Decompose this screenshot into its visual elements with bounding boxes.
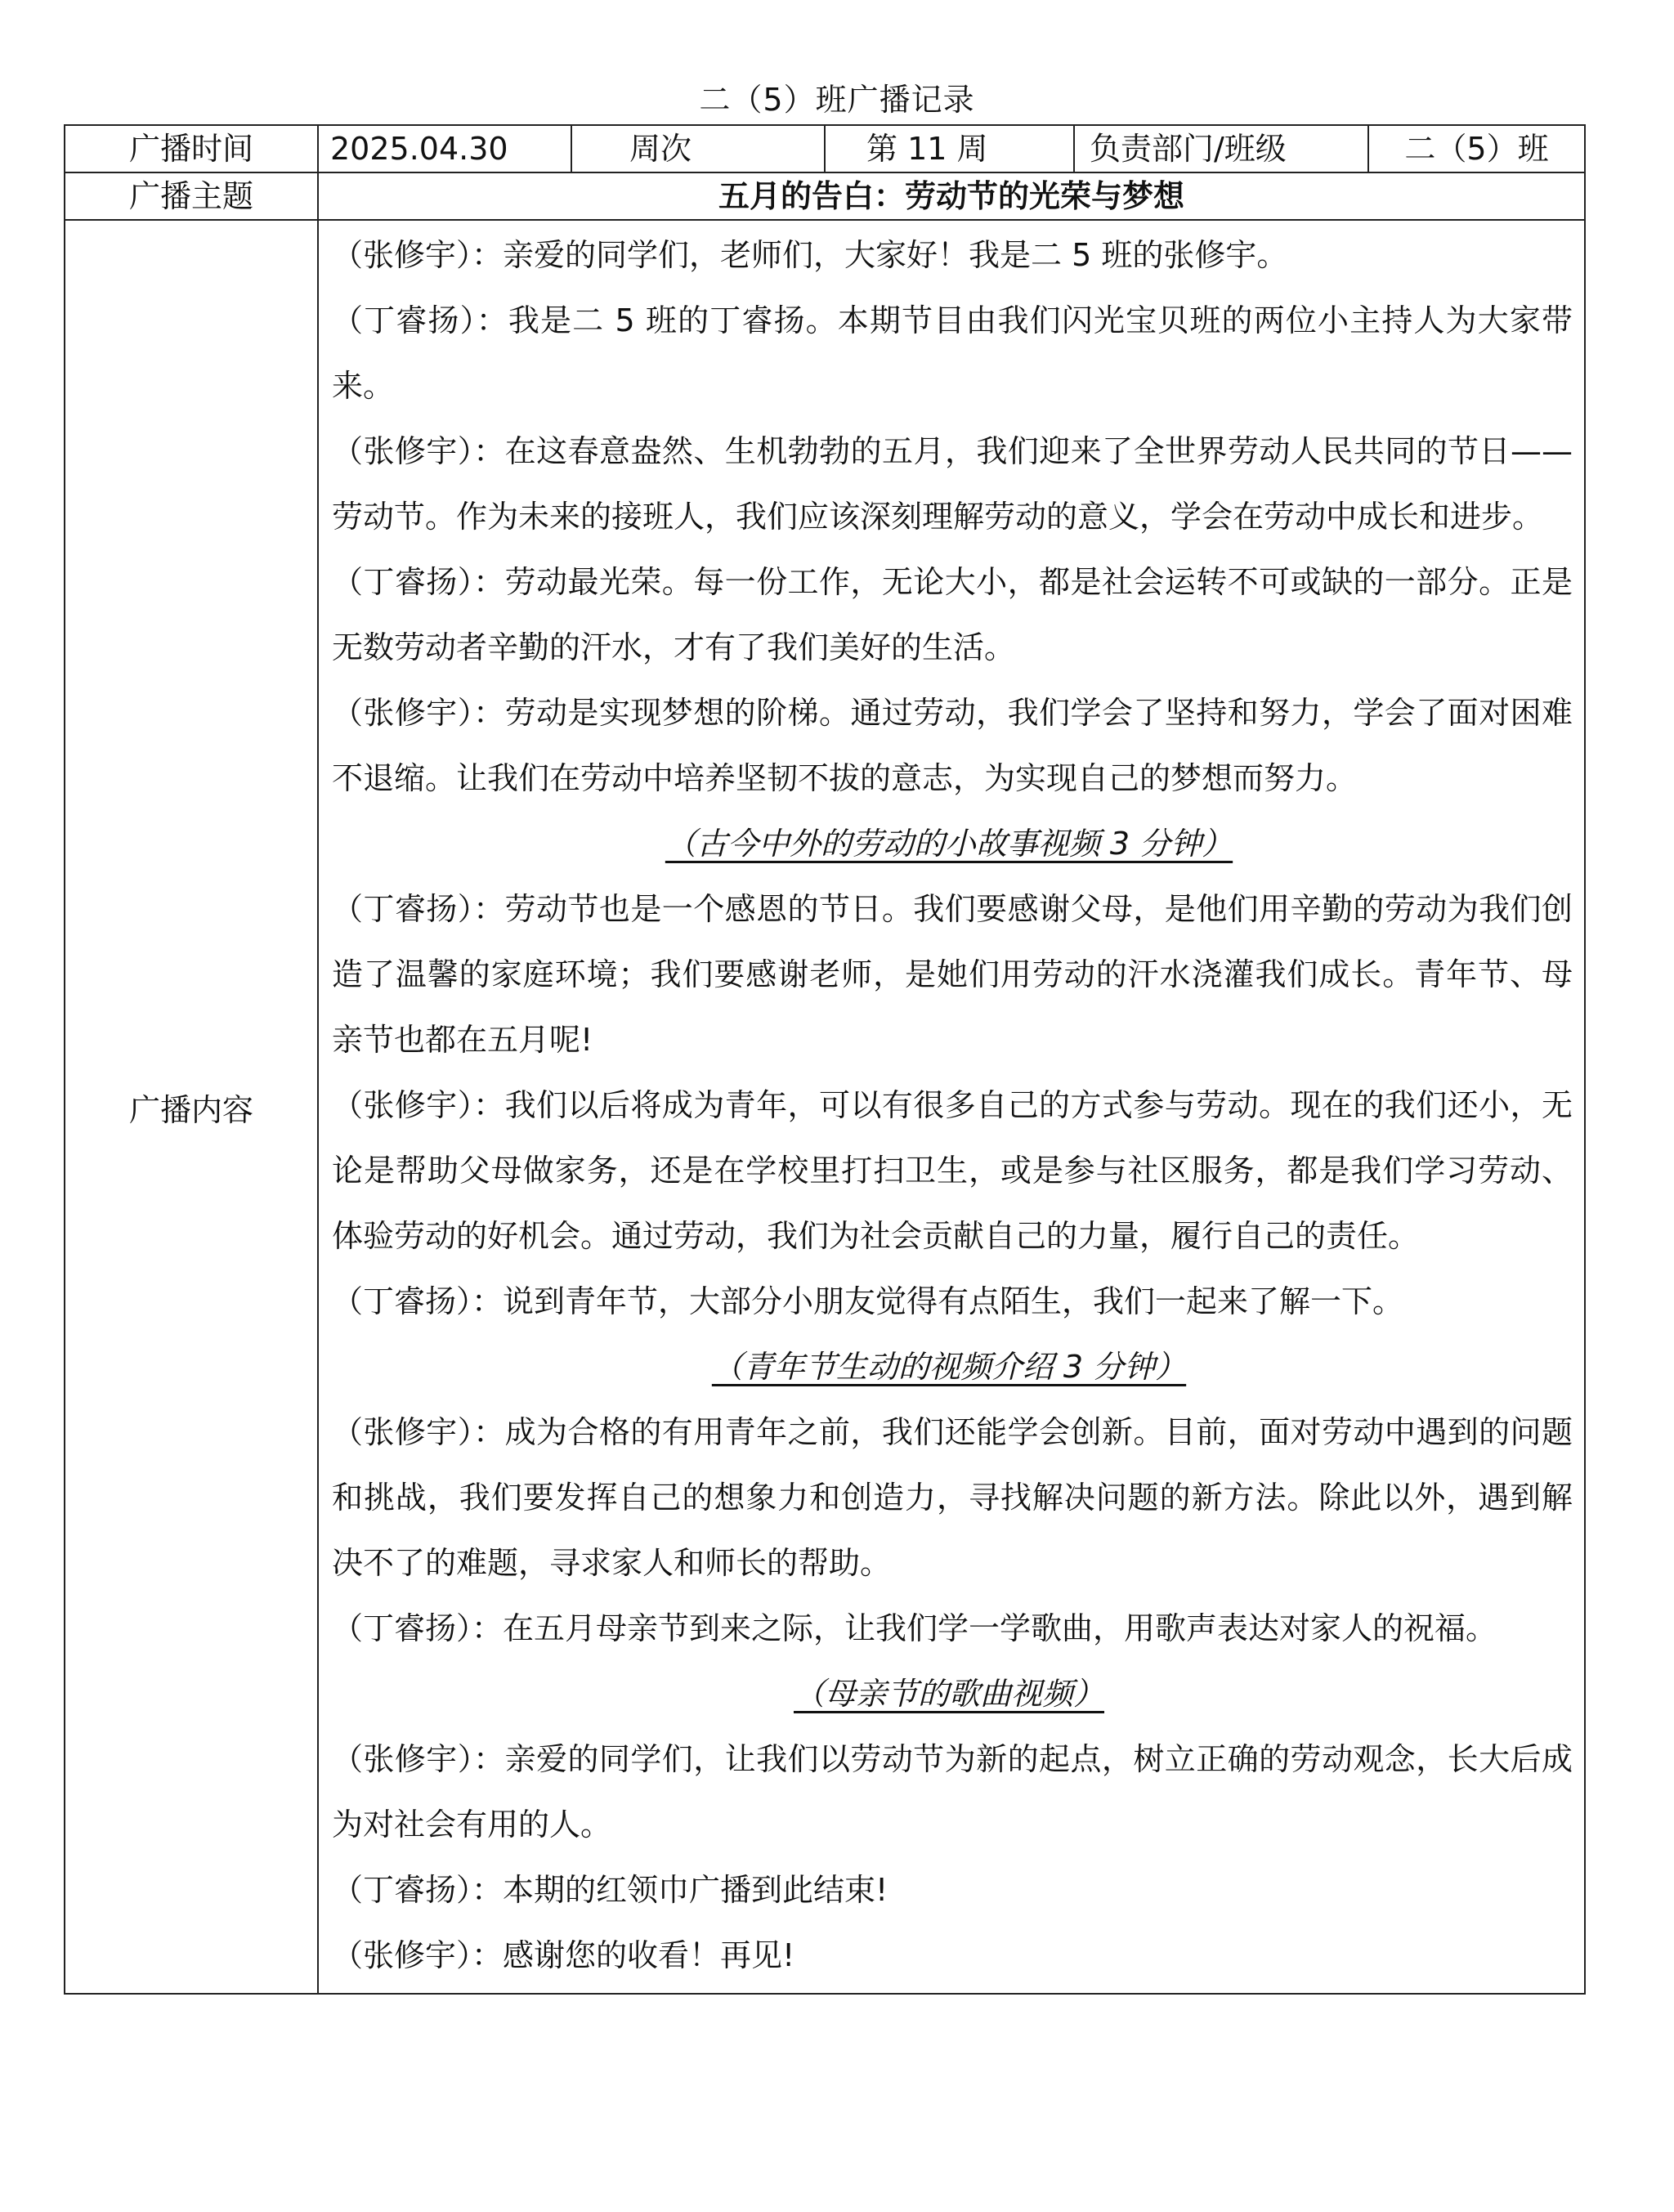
department-label: 负责部门/班级 — [1074, 125, 1368, 172]
broadcast-content — [318, 220, 1585, 1994]
script-line: （张修宇）：在这春意盎然、生机勃勃的五月，我们迎来了全世界劳动人民共同的节日——劳动节。作为未来的接班人，我们应该深刻理解劳动的意义，学会在劳动中成长和进步。 — [332, 433, 1573, 535]
week-value: 第 11 周 — [825, 125, 1074, 172]
script-line: （张修宇）：成为合格的有用青年之前，我们还能学会创新。目前，面对劳动中遇到的问题和挑战，我们要发挥自己的想象力和创造力，寻找解决问题的新方法。除此以外，遇到解决不了的难题，寻求家人和师长的帮助。 — [332, 1414, 1573, 1581]
broadcast-theme-value: 五月的告白：劳动节的光荣与梦想 — [318, 172, 1585, 220]
department-value: 二（5）班 — [1368, 125, 1585, 172]
video-cue: （古今中外的劳动的小故事视频 3 分钟） — [665, 826, 1233, 862]
script-line: （丁睿扬）：劳动最光荣。每一份工作，无论大小，都是社会运转不可或缺的一部分。正是无数劳动者辛勤的汗水，才有了我们美好的生活。 — [332, 564, 1573, 665]
video-cue: （青年节生动的视频介绍 3 分钟） — [711, 1349, 1187, 1385]
script-line: （张修宇）：劳动是实现梦想的阶梯。通过劳动，我们学会了坚持和努力，学会了面对困难不退缩。让我们在劳动中培养坚韧不拔的意志，为实现自己的梦想而努力。 — [332, 695, 1573, 796]
broadcast-time-value: 2025.04.30 — [318, 125, 571, 172]
script-line: （张修宇）：我们以后将成为青年，可以有很多自己的方式参与劳动。现在的我们还小，无论是帮助父母做家务，还是在学校里打扫卫生，或是参与社区服务，都是我们学习劳动、体验劳动的好机会。通过劳动，我们为社会贡献自己的力量，履行自己的责任。 — [332, 1087, 1573, 1254]
content-row — [65, 220, 1585, 1994]
script-line: （丁睿扬）：说到青年节，大部分小朋友觉得有点陌生，我们一起来了解一下。 — [332, 1283, 1404, 1319]
broadcast-record-table — [64, 124, 1586, 1995]
script-line: （张修宇）：亲爱的同学们，让我们以劳动节为新的起点，树立正确的劳动观念，长大后成为对社会有用的人。 — [332, 1741, 1573, 1843]
header-row — [65, 125, 1585, 172]
script-line: （丁睿扬）：在五月母亲节到来之际，让我们学一学歌曲，用歌声表达对家人的祝福。 — [332, 1610, 1497, 1646]
broadcast-time-label: 广播时间 — [65, 125, 318, 172]
theme-row — [65, 172, 1585, 220]
week-label: 周次 — [571, 125, 825, 172]
script-line: （丁睿扬）：本期的红领巾广播到此结束! — [332, 1872, 888, 1908]
script-line: （丁睿扬）：我是二 5 班的丁睿扬。本期节目由我们闪光宝贝班的两位小主持人为大家带来。 — [332, 302, 1573, 404]
video-cue: （母亲节的歌曲视频） — [793, 1676, 1104, 1712]
document-title: 二（5）班广播记录 — [699, 82, 975, 118]
script-line: （张修宇）：感谢您的收看！再见! — [332, 1937, 795, 1973]
script-line: （丁睿扬）：劳动节也是一个感恩的节日。我们要感谢父母，是他们用辛勤的劳动为我们创造了温馨的家庭环境；我们要感谢老师，是她们用劳动的汗水浇灌我们成长。青年节、母亲节也都在五月呢! — [332, 891, 1573, 1058]
broadcast-content-label: 广播内容 — [65, 220, 318, 1994]
script-line: （张修宇）：亲爱的同学们，老师们，大家好！我是二 5 班的张修宇。 — [332, 237, 1288, 273]
broadcast-theme-label: 广播主题 — [65, 172, 318, 220]
